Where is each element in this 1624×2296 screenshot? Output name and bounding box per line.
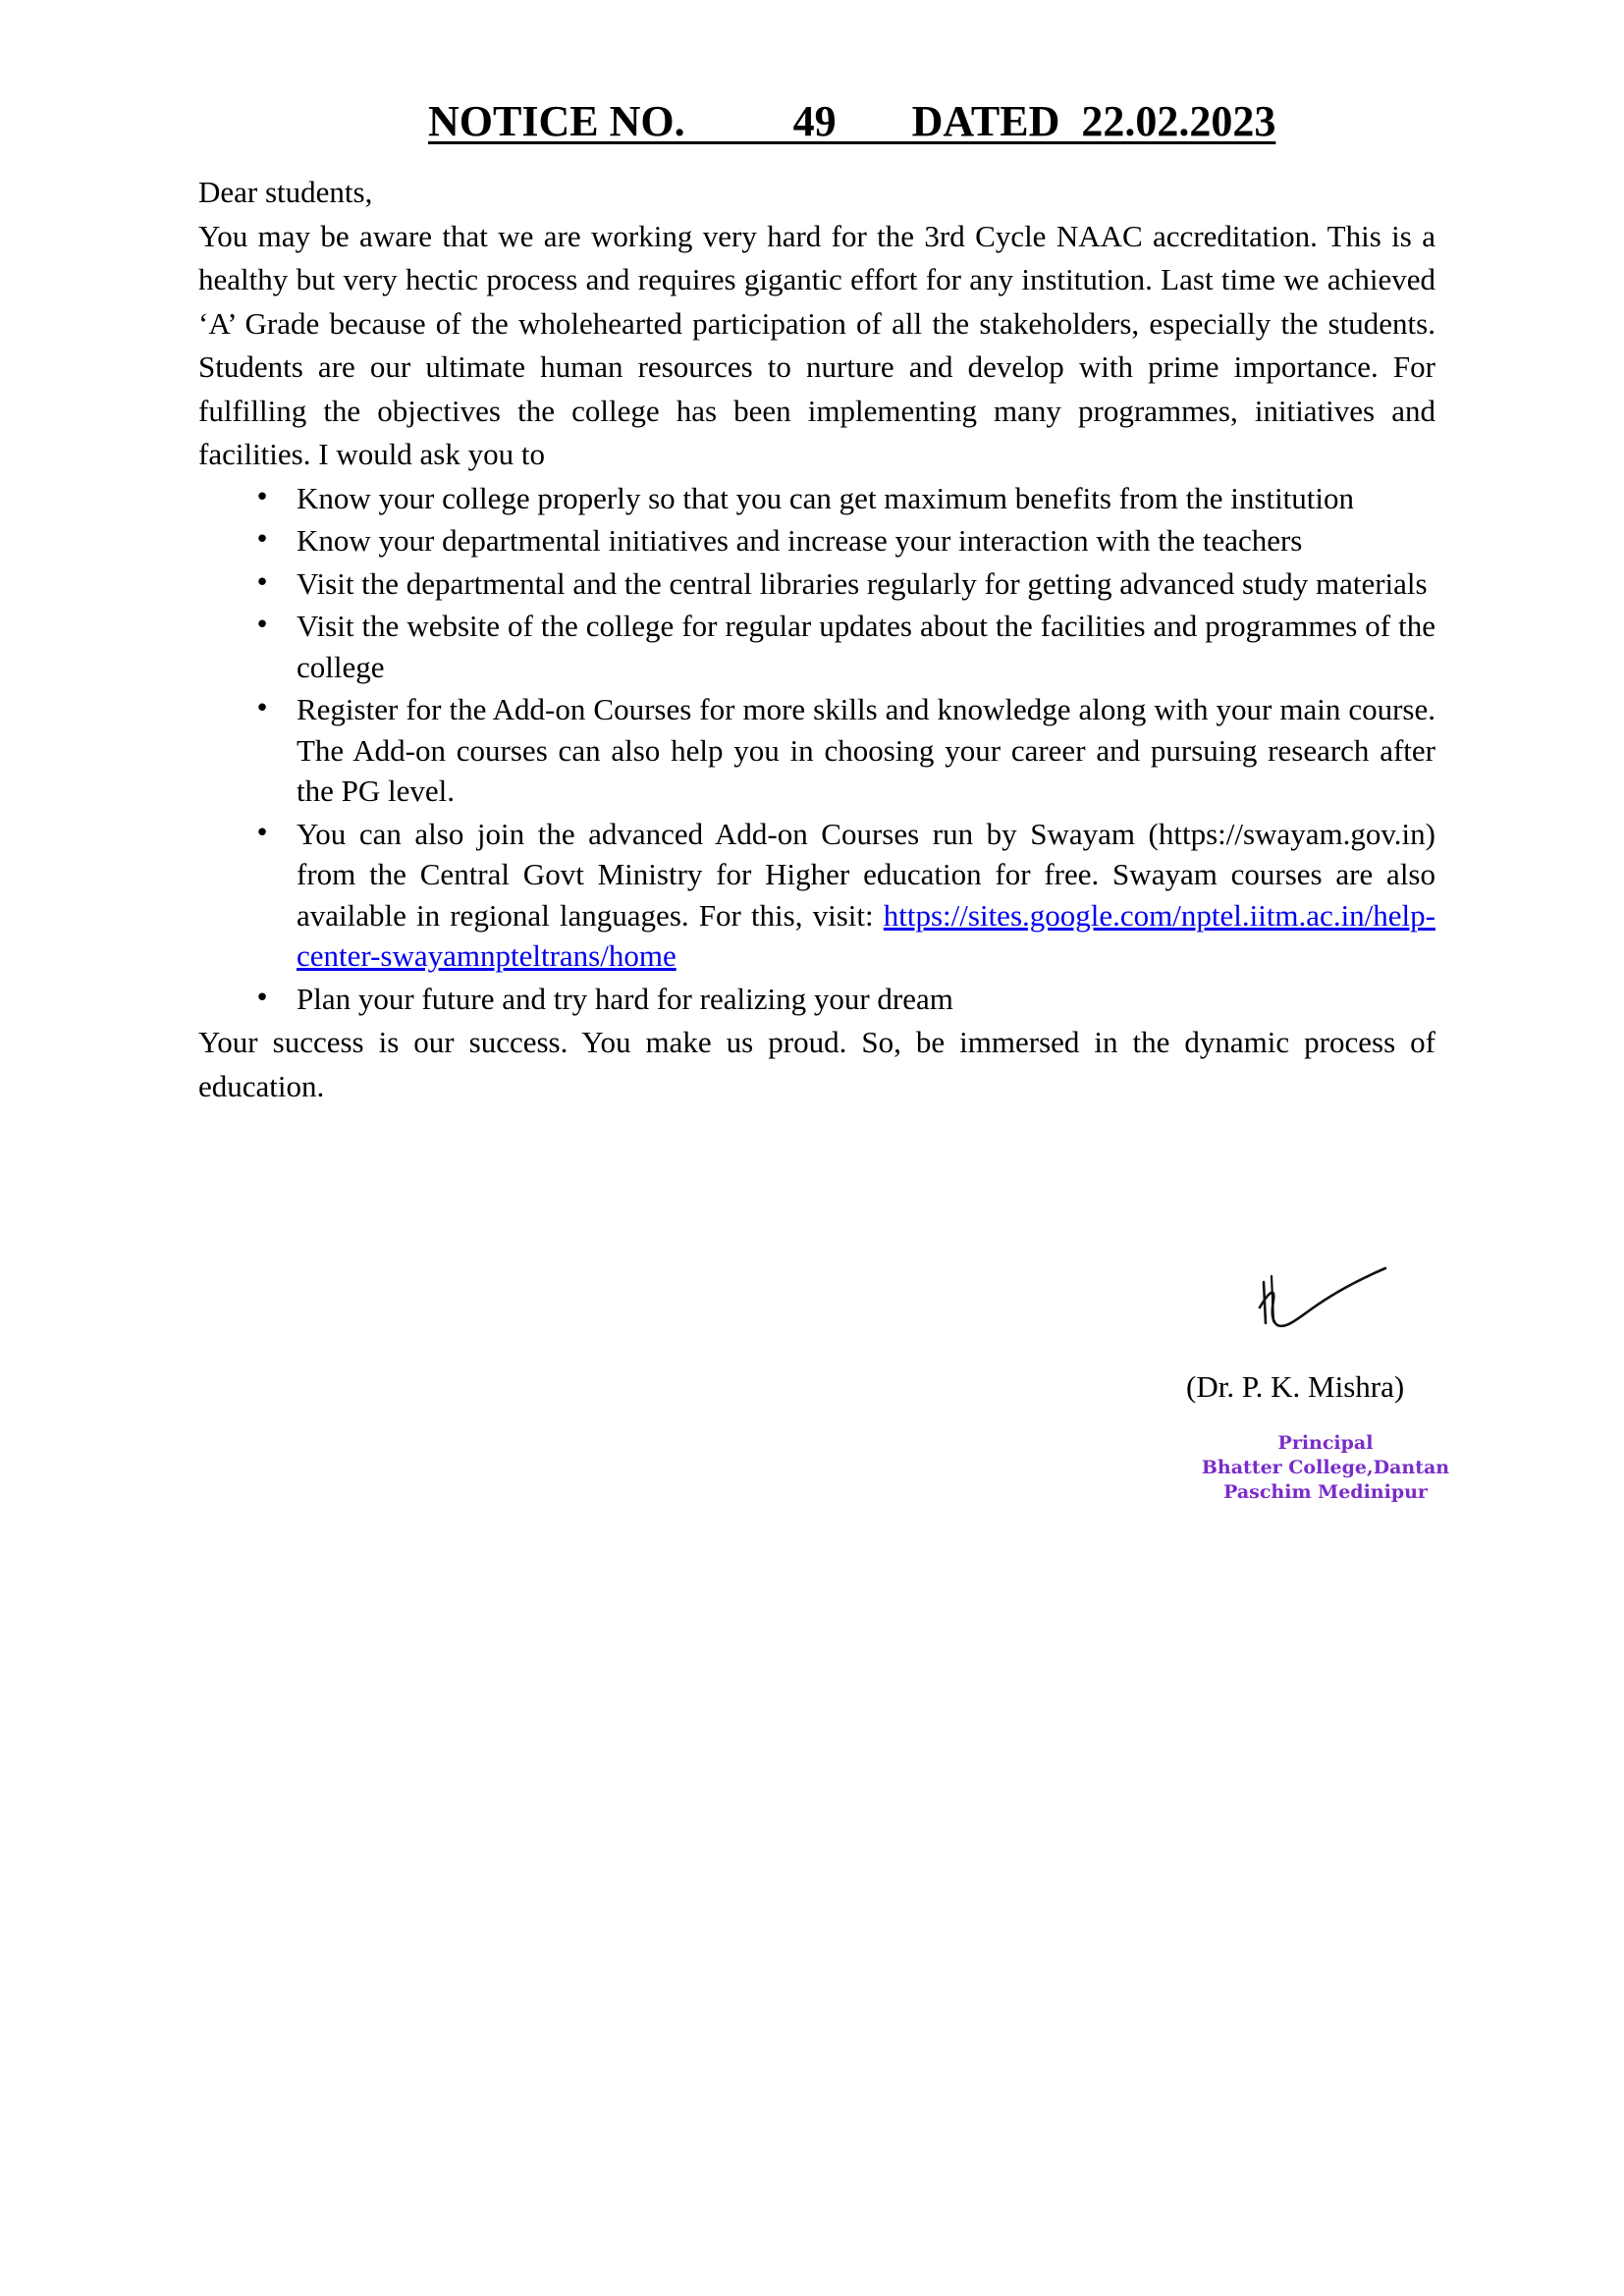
bullet-icon: • <box>254 525 270 555</box>
seal-line-title: Principal <box>1277 1432 1374 1454</box>
list-item <box>254 606 1435 687</box>
nptel-help-center-link[interactable]: https://sites.google.com/nptel.iitm.ac.in/help-center-swayamnpteltrans/home <box>297 897 1435 973</box>
list-item <box>254 979 1435 1020</box>
seal-line-college: Bhatter College,Dantan <box>1201 1457 1450 1478</box>
bullet-icon: • <box>254 482 270 512</box>
principal-seal <box>1193 1431 1458 1505</box>
list-item-text: Plan your future and try hard for realizing your dream <box>297 981 953 1016</box>
list-item-text: You can also join the advanced Add-on Courses run by Swayam (https://swayam.gov.in) from the Central Govt Ministry for Higher education for free. Swayam courses are also available in regional languages. For this, visit: <box>297 816 1435 933</box>
list-item-text: Visit the departmental and the central libraries regularly for getting advanced study materials <box>297 565 1428 601</box>
intro-paragraph: You may be aware that we are working very hard for the 3rd Cycle NAAC accreditation. This is a healthy but very hectic process and requires gigantic effort for any institution. Last time we achieved ‘A’ Grade because of the wholehearted participation of all the stakeholders, especially the students. Students are our ultimate human resources to nurture and develop with prime importance. For fulfilling the objectives the college has been implementing many programmes, initiatives and facilities. I would ask you to <box>198 218 1435 471</box>
list-item-text: Know your college properly so that you can get maximum benefits from the institution <box>297 480 1355 515</box>
bullet-icon: • <box>254 983 270 1013</box>
list-item-text: Register for the Add-on Courses for more skills and knowledge along with your main course. The Add-on courses can also help you in choosing your career and pursuing research after the PG level. <box>297 692 1435 808</box>
bullet-icon: • <box>254 567 270 598</box>
signature-icon <box>1242 1266 1399 1345</box>
list-item-text: Visit the website of the college for regular updates about the facilities and programmes of the college <box>297 609 1435 684</box>
bullet-icon: • <box>254 818 270 848</box>
list-item <box>254 689 1435 812</box>
list-item-text: Know your departmental initiatives and increase your interaction with the teachers <box>297 523 1303 558</box>
bullet-icon: • <box>254 611 270 640</box>
signatory-name: (Dr. P. K. Mishra) <box>1186 1369 1405 1404</box>
notice-body <box>198 171 1435 1108</box>
list-item <box>254 478 1435 519</box>
seal-line-district: Paschim Medinipur <box>1223 1481 1428 1503</box>
list-item <box>254 520 1435 561</box>
instruction-list <box>198 478 1435 1020</box>
list-item <box>254 563 1435 605</box>
bullet-icon: • <box>254 694 270 723</box>
notice-heading: NOTICE NO. 49 DATED 22.02.2023 <box>428 97 1276 145</box>
list-item <box>254 814 1435 977</box>
closing-paragraph: Your success is our success. You make us proud. So, be immersed in the dynamic process of education. <box>198 1025 1435 1103</box>
salutation: Dear students, <box>198 175 373 209</box>
